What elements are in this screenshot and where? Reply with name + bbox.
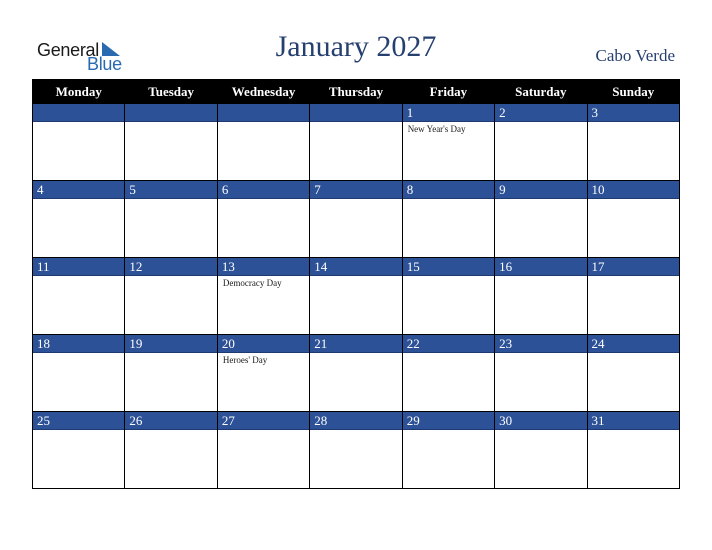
- holiday-label: [125, 122, 216, 124]
- day-cell[interactable]: [33, 181, 125, 258]
- day-cell[interactable]: [310, 181, 402, 258]
- holiday-label: [588, 276, 679, 278]
- day-cell[interactable]: [495, 104, 587, 181]
- holiday-label: [588, 353, 679, 355]
- day-cell[interactable]: [587, 258, 679, 335]
- day-number: 5: [125, 181, 216, 199]
- country-label: Cabo Verde: [595, 46, 675, 65]
- day-cell[interactable]: [402, 335, 494, 412]
- day-cell[interactable]: [217, 181, 309, 258]
- day-number: 15: [403, 258, 494, 276]
- holiday-label: [218, 122, 309, 124]
- day-number: 1: [403, 104, 494, 122]
- holiday-label: [218, 199, 309, 201]
- day-cell[interactable]: [33, 104, 125, 181]
- holiday-label: [495, 430, 586, 432]
- day-number: 20: [218, 335, 309, 353]
- holiday-label: [495, 276, 586, 278]
- weekday-header: Wednesday: [217, 80, 309, 104]
- day-cell[interactable]: [587, 104, 679, 181]
- day-cell[interactable]: [33, 258, 125, 335]
- week-row: [33, 412, 680, 489]
- day-number: 30: [495, 412, 586, 430]
- day-cell[interactable]: [402, 412, 494, 489]
- day-number: 10: [588, 181, 679, 199]
- page-title: January 2027: [275, 30, 437, 63]
- day-number: 27: [218, 412, 309, 430]
- day-number: [310, 104, 401, 122]
- day-number: [218, 104, 309, 122]
- day-number: 8: [403, 181, 494, 199]
- holiday-label: [588, 430, 679, 432]
- day-cell[interactable]: [310, 335, 402, 412]
- day-cell[interactable]: [217, 104, 309, 181]
- day-cell[interactable]: [402, 181, 494, 258]
- day-cell[interactable]: [495, 412, 587, 489]
- holiday-label: [125, 430, 216, 432]
- day-cell[interactable]: [402, 104, 494, 181]
- day-number: 19: [125, 335, 216, 353]
- holiday-label: [495, 122, 586, 124]
- day-number: 12: [125, 258, 216, 276]
- holiday-label: [33, 430, 124, 432]
- day-number: 24: [588, 335, 679, 353]
- day-cell[interactable]: [310, 104, 402, 181]
- weekday-header: Friday: [402, 80, 494, 104]
- day-cell[interactable]: [402, 258, 494, 335]
- day-cell[interactable]: [125, 335, 217, 412]
- calendar-grid: [32, 79, 680, 489]
- day-number: 31: [588, 412, 679, 430]
- day-number: 14: [310, 258, 401, 276]
- day-cell[interactable]: [217, 335, 309, 412]
- day-cell[interactable]: [33, 335, 125, 412]
- holiday-label: [403, 276, 494, 278]
- weekday-header: Saturday: [495, 80, 587, 104]
- holiday-label: [33, 276, 124, 278]
- logo-text-blue: Blue: [87, 54, 122, 74]
- day-cell[interactable]: [125, 412, 217, 489]
- holiday-label: [125, 353, 216, 355]
- weekday-header-row: [33, 80, 680, 104]
- holiday-label: [310, 430, 401, 432]
- holiday-label: [495, 353, 586, 355]
- day-cell[interactable]: [587, 412, 679, 489]
- holiday-label: [403, 430, 494, 432]
- holiday-label: [310, 199, 401, 201]
- holiday-label: New Year's Day: [407, 124, 466, 134]
- day-cell[interactable]: [310, 258, 402, 335]
- weekday-header: Monday: [33, 80, 125, 104]
- day-number: 6: [218, 181, 309, 199]
- holiday-label: [403, 353, 494, 355]
- weekday-header: Thursday: [310, 80, 402, 104]
- day-number: 7: [310, 181, 401, 199]
- day-cell[interactable]: [495, 258, 587, 335]
- holiday-label: [125, 199, 216, 201]
- day-cell[interactable]: [495, 181, 587, 258]
- holiday-label: [588, 122, 679, 124]
- day-number: 16: [495, 258, 586, 276]
- day-cell[interactable]: [217, 412, 309, 489]
- day-cell[interactable]: [587, 335, 679, 412]
- week-row: [33, 335, 680, 412]
- day-number: 11: [33, 258, 124, 276]
- day-cell[interactable]: [33, 412, 125, 489]
- day-cell[interactable]: [125, 181, 217, 258]
- holiday-label: [33, 353, 124, 355]
- day-cell[interactable]: [125, 104, 217, 181]
- day-cell[interactable]: [495, 335, 587, 412]
- holiday-label: [310, 276, 401, 278]
- week-row: [33, 181, 680, 258]
- day-number: 22: [403, 335, 494, 353]
- day-number: [33, 104, 124, 122]
- weekday-header: Sunday: [587, 80, 679, 104]
- day-cell[interactable]: [310, 412, 402, 489]
- holiday-label: [310, 122, 401, 124]
- day-number: 3: [588, 104, 679, 122]
- day-number: 4: [33, 181, 124, 199]
- week-row: [33, 258, 680, 335]
- day-number: 26: [125, 412, 216, 430]
- day-number: 29: [403, 412, 494, 430]
- weekday-header: Tuesday: [125, 80, 217, 104]
- day-cell[interactable]: [587, 181, 679, 258]
- holiday-label: [403, 199, 494, 201]
- day-number: 13: [218, 258, 309, 276]
- day-number: 18: [33, 335, 124, 353]
- day-number: 2: [495, 104, 586, 122]
- day-number: 9: [495, 181, 586, 199]
- day-cell[interactable]: [125, 258, 217, 335]
- holiday-label: [125, 276, 216, 278]
- day-cell[interactable]: [217, 258, 309, 335]
- day-number: 28: [310, 412, 401, 430]
- day-number: 21: [310, 335, 401, 353]
- logo-text-general: General: [37, 40, 99, 60]
- holiday-label: [33, 199, 124, 201]
- day-number: 17: [588, 258, 679, 276]
- holiday-label: Heroes' Day: [222, 355, 268, 365]
- day-number: [125, 104, 216, 122]
- holiday-label: Democracy Day: [222, 278, 282, 288]
- holiday-label: [495, 199, 586, 201]
- holiday-label: [218, 430, 309, 432]
- holiday-label: [33, 122, 124, 124]
- day-number: 23: [495, 335, 586, 353]
- day-number: 25: [33, 412, 124, 430]
- holiday-label: [310, 353, 401, 355]
- holiday-label: [588, 199, 679, 201]
- week-row: [33, 104, 680, 181]
